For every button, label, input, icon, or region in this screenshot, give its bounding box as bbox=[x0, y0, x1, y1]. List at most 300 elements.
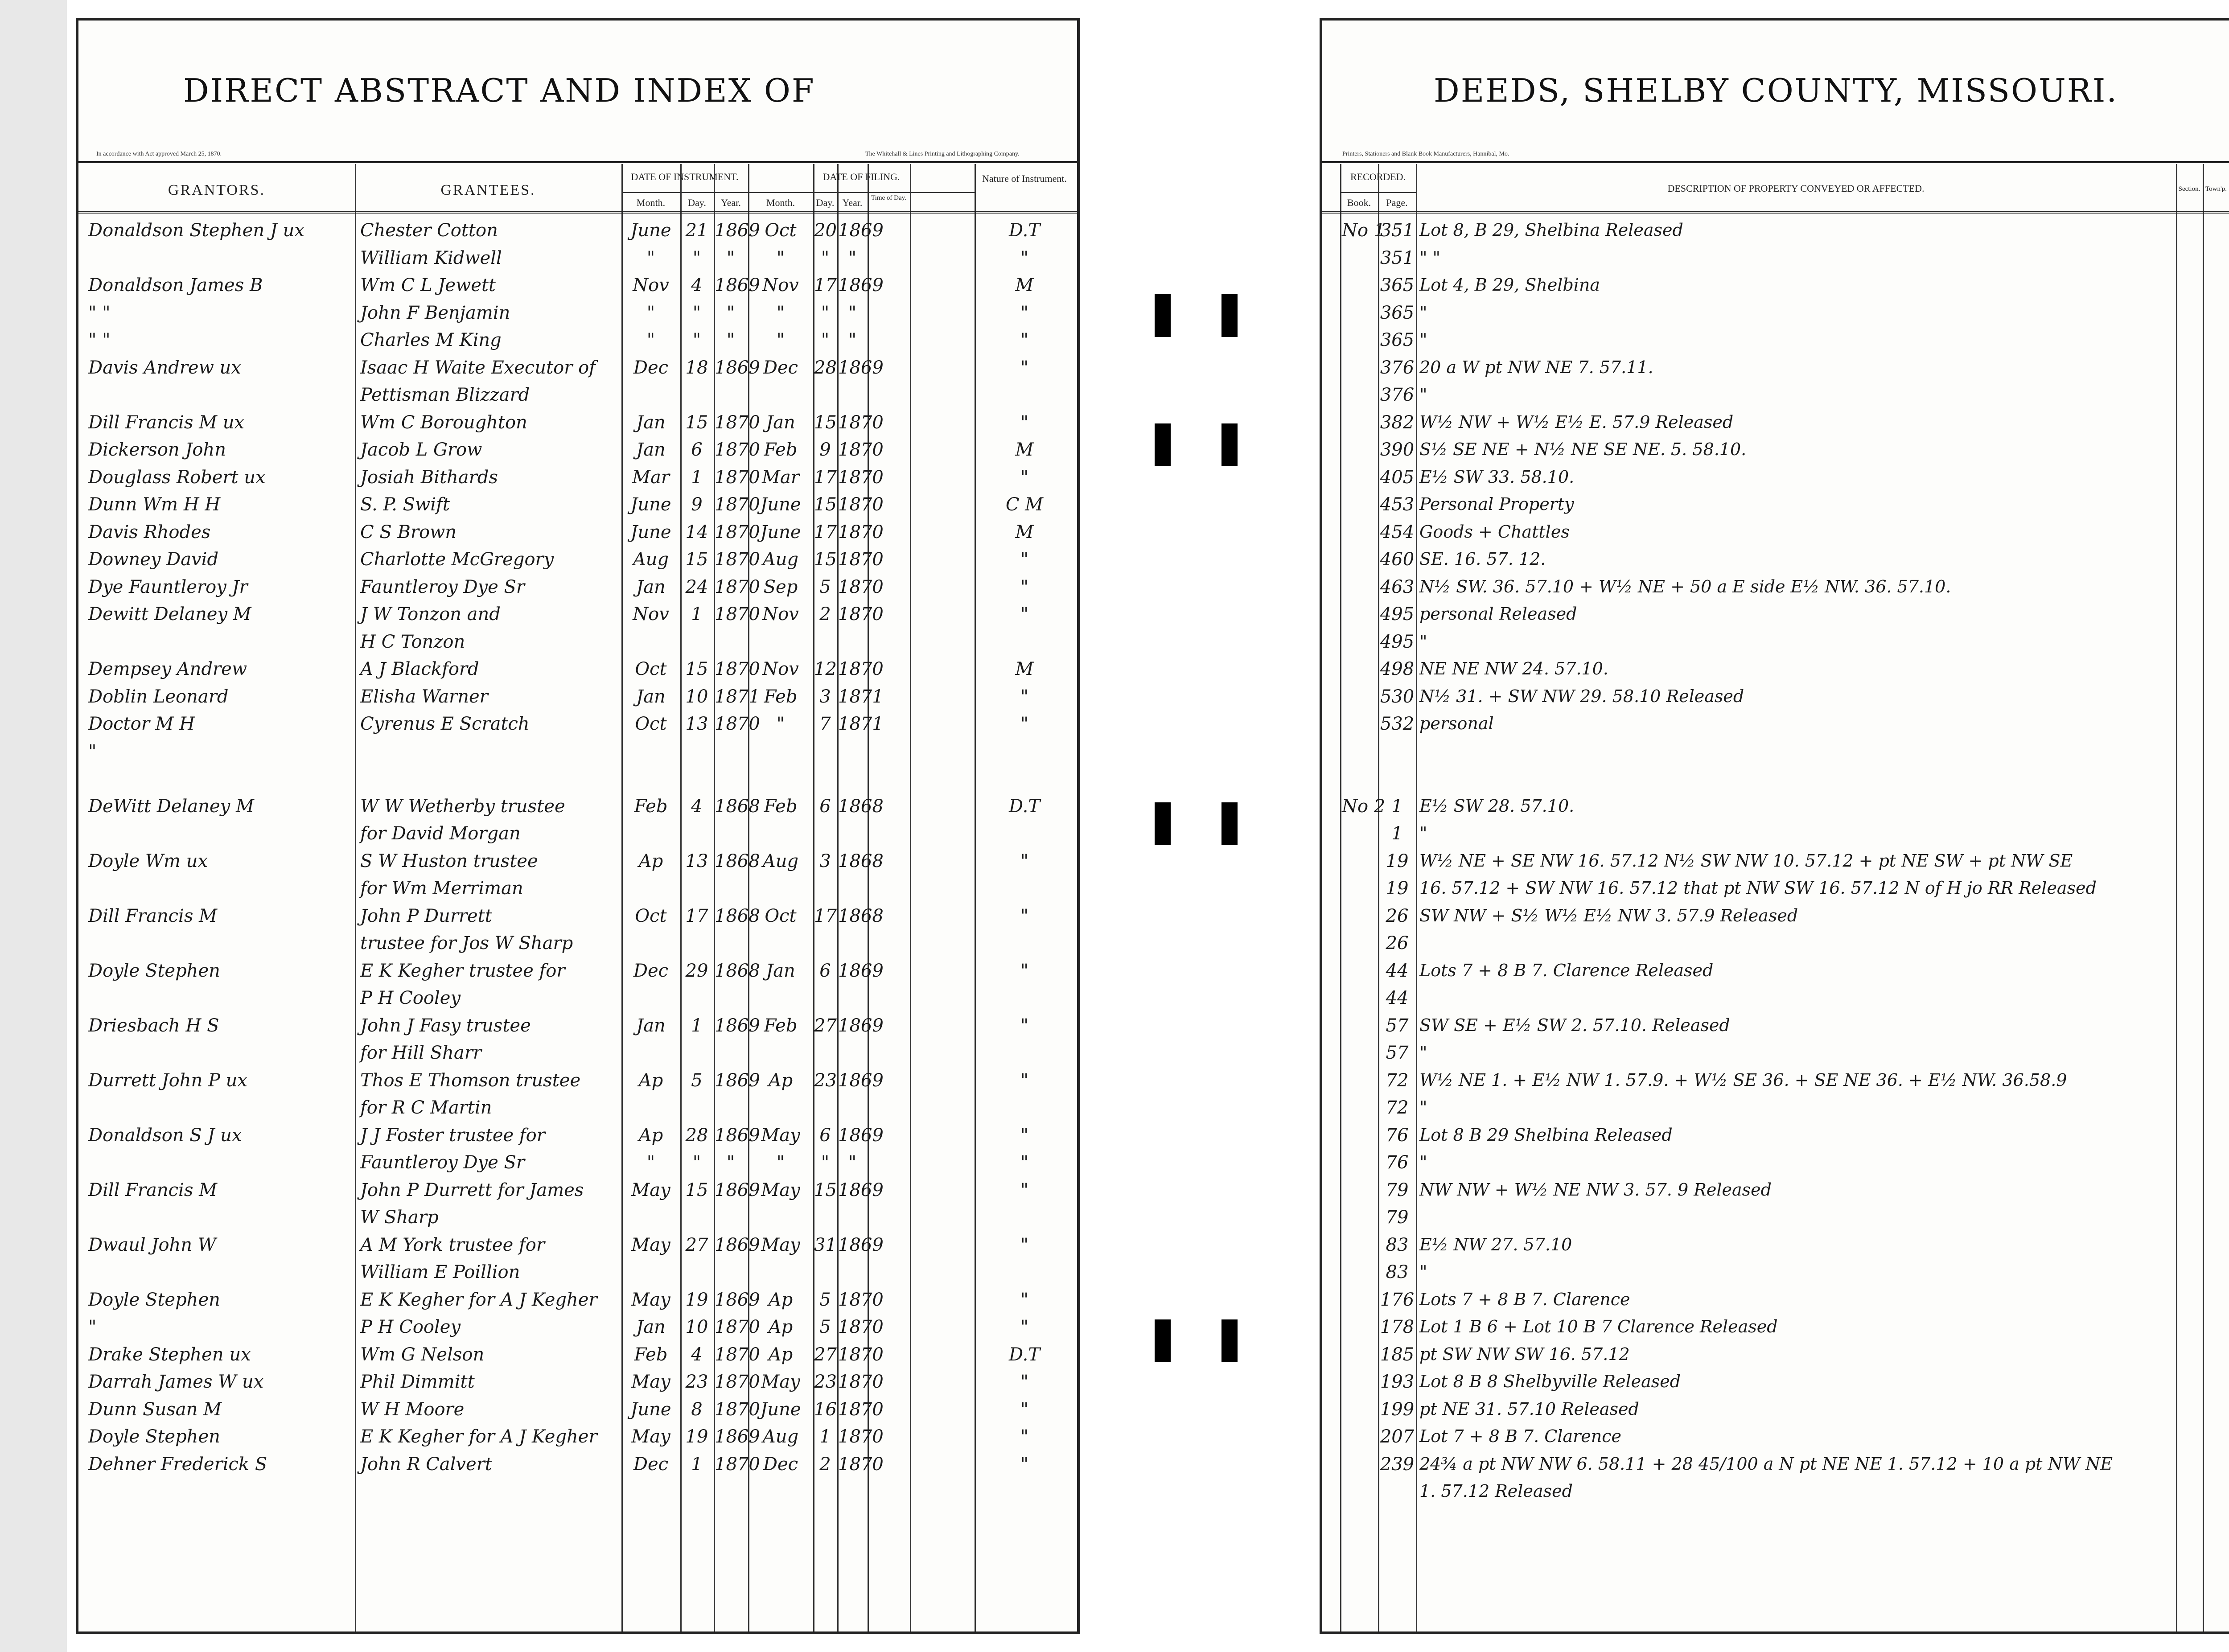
fy-cell: 1870 bbox=[838, 494, 884, 515]
page-cell: 498 bbox=[1380, 659, 1415, 679]
page-cell: 351 bbox=[1380, 220, 1415, 241]
desc-cell: " bbox=[1419, 1043, 1427, 1062]
grantor-cell: " " bbox=[88, 330, 111, 350]
ledger-row bbox=[1322, 765, 2229, 793]
page-cell: 19 bbox=[1386, 878, 1409, 899]
grantee-cell: Fauntleroy Dye Sr bbox=[360, 1152, 525, 1173]
fd-cell: 17 bbox=[814, 905, 837, 926]
grantee-cell: Thos E Thomson trustee bbox=[360, 1070, 581, 1091]
fm-cell: Ap bbox=[768, 1289, 793, 1310]
fm-cell: Feb bbox=[764, 796, 798, 817]
page-cell: 79 bbox=[1386, 1207, 1409, 1228]
fy-cell: " bbox=[848, 1152, 857, 1173]
desc-cell: Lots 7 + 8 B 7. Clarence bbox=[1419, 1289, 1630, 1309]
nature-cell: D.T bbox=[1008, 796, 1040, 817]
iy-cell: " bbox=[726, 330, 735, 350]
ledger-row bbox=[78, 1258, 1077, 1286]
grantee-cell: John P Durrett for James bbox=[360, 1179, 584, 1200]
grantee-cell: William E Poillion bbox=[360, 1262, 520, 1282]
fd-cell: 15 bbox=[814, 412, 837, 433]
ledger-row bbox=[1322, 875, 2229, 902]
page-cell: 460 bbox=[1380, 549, 1415, 570]
id-cell: " bbox=[692, 330, 701, 350]
grantor-cell: Dill Francis M bbox=[88, 905, 218, 926]
fm-cell: " bbox=[776, 1152, 785, 1173]
id-cell: " bbox=[692, 247, 701, 268]
desc-cell: E½ NW 27. 57.10 bbox=[1419, 1234, 1572, 1254]
fy-cell: 1869 bbox=[838, 1179, 884, 1200]
filing-year-header: Year. bbox=[842, 197, 863, 208]
iy-cell: " bbox=[726, 247, 735, 268]
desc-cell: " bbox=[1419, 1262, 1427, 1282]
page-cell: 44 bbox=[1386, 960, 1409, 981]
ledger-row bbox=[78, 381, 1077, 409]
fm-cell: Feb bbox=[764, 1015, 798, 1036]
desc-cell: " bbox=[1419, 330, 1427, 349]
iy-cell: 1870 bbox=[715, 1317, 760, 1337]
fd-cell: 27 bbox=[814, 1344, 837, 1365]
iy-cell: 1870 bbox=[715, 549, 760, 570]
nature-cell: " bbox=[1020, 412, 1029, 433]
fd-cell: 5 bbox=[819, 1289, 831, 1310]
page-cell: 57 bbox=[1386, 1043, 1409, 1063]
filing-month-header: Month. bbox=[766, 197, 795, 208]
ledger-row bbox=[78, 1286, 1077, 1314]
nature-cell: " bbox=[1020, 330, 1029, 350]
grantee-cell: W Sharp bbox=[360, 1207, 439, 1228]
grantee-cell: for R C Martin bbox=[360, 1097, 492, 1118]
page-cell: 351 bbox=[1380, 247, 1415, 268]
iy-cell: " bbox=[726, 1152, 735, 1173]
iy-cell: 1870 bbox=[715, 604, 760, 625]
nature-cell: " bbox=[1020, 905, 1029, 926]
im-cell: Jan bbox=[636, 1317, 666, 1337]
nature-cell: " bbox=[1020, 302, 1029, 323]
iy-cell: 1868 bbox=[715, 960, 760, 981]
ledger-row bbox=[1322, 1176, 2229, 1204]
fy-cell: " bbox=[848, 302, 857, 323]
fy-cell: 1869 bbox=[838, 1015, 884, 1036]
fd-cell: 6 bbox=[819, 796, 831, 817]
desc-cell: personal Released bbox=[1419, 604, 1577, 624]
grantor-cell: Dunn Susan M bbox=[88, 1399, 222, 1420]
grantor-cell: Davis Rhodes bbox=[88, 522, 211, 542]
nature-cell: " bbox=[1020, 1015, 1029, 1036]
nature-cell: " bbox=[1020, 1289, 1029, 1310]
fm-cell: Jan bbox=[766, 412, 795, 433]
ledger-row bbox=[1322, 546, 2229, 573]
ledger-row bbox=[78, 683, 1077, 711]
page-cell: 193 bbox=[1380, 1372, 1415, 1392]
desc-cell: W½ NE + SE NW 16. 57.12 N½ SW NW 10. 57.12 + pt NE SW + pt NW SE bbox=[1419, 851, 2073, 871]
fy-cell: 1870 bbox=[838, 1426, 884, 1447]
id-cell: 19 bbox=[685, 1289, 708, 1310]
fm-cell: Sep bbox=[763, 576, 798, 597]
ledger-row bbox=[78, 518, 1077, 546]
grantor-cell: Donaldson James B bbox=[88, 275, 263, 296]
fm-cell: Oct bbox=[765, 220, 797, 241]
grantor-cell: Doyle Stephen bbox=[88, 960, 220, 981]
im-cell: Oct bbox=[635, 714, 667, 734]
fd-cell: 20 bbox=[814, 220, 837, 241]
grantor-cell: Dickerson John bbox=[88, 440, 226, 460]
fm-cell: " bbox=[776, 714, 785, 734]
ledger-row bbox=[1322, 1094, 2229, 1122]
im-cell: Jan bbox=[636, 440, 666, 460]
header-bottom-rule bbox=[1322, 211, 2229, 214]
iy-cell: 1869 bbox=[715, 357, 760, 378]
desc-cell: S½ SE NE + N½ NE SE NE. 5. 58.10. bbox=[1419, 440, 1747, 459]
grantor-cell: Drake Stephen ux bbox=[88, 1344, 251, 1365]
fm-cell: June bbox=[760, 494, 801, 515]
fd-cell: " bbox=[821, 247, 830, 268]
fd-cell: 6 bbox=[819, 1125, 831, 1146]
fy-cell: 1869 bbox=[838, 1070, 884, 1091]
page-cell: 382 bbox=[1380, 412, 1415, 433]
ledger-row bbox=[1322, 929, 2229, 957]
iy-cell: 1869 bbox=[715, 275, 760, 296]
ledger-row bbox=[1322, 354, 2229, 382]
fd-cell: 5 bbox=[819, 576, 831, 597]
grantor-cell: Darrah James W ux bbox=[88, 1372, 264, 1392]
filing-day-header: Day. bbox=[816, 197, 835, 208]
ledger-row bbox=[1322, 738, 2229, 765]
grantee-cell: A J Blackford bbox=[360, 659, 479, 679]
binding-hole bbox=[1221, 294, 1238, 337]
im-cell: " bbox=[646, 247, 655, 268]
grantor-cell: Doyle Stephen bbox=[88, 1289, 220, 1310]
ledger-row bbox=[1322, 1039, 2229, 1067]
right-page-title: DEEDS, SHELBY COUNTY, MISSOURI. bbox=[1434, 72, 2118, 109]
fm-cell: Ap bbox=[768, 1317, 793, 1337]
id-cell: 23 bbox=[685, 1372, 708, 1392]
desc-cell: " bbox=[1419, 385, 1427, 404]
desc-cell: E½ SW 28. 57.10. bbox=[1419, 796, 1575, 816]
fy-cell: 1870 bbox=[838, 1454, 884, 1475]
nature-cell: " bbox=[1020, 1317, 1029, 1337]
desc-cell: Lot 4, B 29, Shelbina bbox=[1419, 275, 1600, 295]
ledger-row bbox=[1322, 436, 2229, 464]
ledger-row bbox=[1322, 710, 2229, 738]
fd-cell: 9 bbox=[819, 440, 831, 460]
binding-hole bbox=[1155, 423, 1171, 466]
grantee-cell: W H Moore bbox=[360, 1399, 465, 1420]
grantee-cell: Charles M King bbox=[360, 330, 502, 350]
ledger-row bbox=[78, 875, 1077, 902]
ledger-row bbox=[78, 271, 1077, 299]
im-cell: Ap bbox=[638, 1125, 663, 1146]
ledger-row bbox=[78, 546, 1077, 573]
nature-cell: C M bbox=[1005, 494, 1044, 515]
fd-cell: 17 bbox=[814, 275, 837, 296]
desc-cell: " bbox=[1419, 823, 1427, 843]
ledger-row bbox=[78, 655, 1077, 683]
ledger-row bbox=[78, 1231, 1077, 1259]
page-cell: 207 bbox=[1380, 1426, 1415, 1447]
im-cell: Dec bbox=[633, 357, 669, 378]
fy-cell: 1870 bbox=[838, 412, 884, 433]
nature-cell: " bbox=[1020, 549, 1029, 570]
grantee-cell: John J Fasy trustee bbox=[360, 1015, 531, 1036]
grantors-header: GRANTORS. bbox=[168, 182, 266, 198]
ledger-row bbox=[78, 847, 1077, 875]
fd-cell: 15 bbox=[814, 1179, 837, 1200]
im-cell: Dec bbox=[633, 960, 669, 981]
grantor-cell: Douglass Robert ux bbox=[88, 467, 266, 488]
im-cell: Dec bbox=[633, 1454, 669, 1475]
ledger-row bbox=[1322, 1341, 2229, 1368]
ledger-row bbox=[78, 902, 1077, 930]
grantee-cell: E K Kegher for A J Kegher bbox=[360, 1289, 597, 1310]
left-scan-margin bbox=[0, 0, 67, 1652]
left-ledger-page bbox=[76, 18, 1080, 1634]
grantee-cell: Charlotte McGregory bbox=[360, 549, 554, 570]
desc-cell: Lot 8 B 8 Shelbyville Released bbox=[1419, 1372, 1681, 1391]
nature-cell: " bbox=[1020, 686, 1029, 707]
iy-cell: 1870 bbox=[715, 412, 760, 433]
right-ledger-page bbox=[1320, 18, 2229, 1634]
ledger-row bbox=[1322, 518, 2229, 546]
im-cell: June bbox=[630, 494, 671, 515]
ledger-row bbox=[78, 738, 1077, 765]
fd-cell: 15 bbox=[814, 494, 837, 515]
nature-cell: " bbox=[1020, 714, 1029, 734]
fd-cell: 27 bbox=[814, 1015, 837, 1036]
ledger-row bbox=[78, 1451, 1077, 1478]
iy-cell: 1870 bbox=[715, 1344, 760, 1365]
ledger-row bbox=[78, 1478, 1077, 1505]
ledger-row bbox=[1322, 1478, 2229, 1505]
fd-cell: 15 bbox=[814, 549, 837, 570]
fm-cell: Aug bbox=[762, 549, 799, 570]
ledger-row bbox=[78, 1039, 1077, 1067]
inst-year-header: Year. bbox=[721, 197, 741, 208]
grantee-cell: Chester Cotton bbox=[360, 220, 498, 241]
id-cell: 18 bbox=[685, 357, 708, 378]
binding-hole bbox=[1221, 423, 1238, 466]
desc-cell: pt NE 31. 57.10 Released bbox=[1419, 1399, 1639, 1419]
printer-note: The Whitehall & Lines Printing and Lithographing Company. bbox=[865, 151, 1020, 157]
fm-cell: Feb bbox=[764, 686, 798, 707]
iy-cell: 1870 bbox=[715, 522, 760, 542]
ledger-row bbox=[78, 1341, 1077, 1368]
grantor-cell: Dill Francis M ux bbox=[88, 412, 245, 433]
ledger-row bbox=[78, 464, 1077, 491]
grantee-cell: Pettisman Blizzard bbox=[360, 385, 530, 405]
nature-cell: D.T bbox=[1008, 220, 1040, 241]
ledger-row bbox=[78, 1149, 1077, 1176]
fd-cell: 6 bbox=[819, 960, 831, 981]
id-cell: 27 bbox=[685, 1234, 708, 1255]
page-cell: 463 bbox=[1380, 576, 1415, 597]
page-cell: 79 bbox=[1386, 1179, 1409, 1200]
page-cell: 1 bbox=[1391, 823, 1403, 844]
id-cell: " bbox=[692, 302, 701, 323]
desc-cell: Lots 7 + 8 B 7. Clarence Released bbox=[1419, 960, 1714, 980]
grantee-cell: Wm C Boroughton bbox=[360, 412, 527, 433]
page-cell: 176 bbox=[1380, 1289, 1415, 1310]
grantee-cell: S. P. Swift bbox=[360, 494, 450, 515]
ledger-row bbox=[78, 957, 1077, 985]
fm-cell: June bbox=[760, 1399, 801, 1420]
grantor-cell: " bbox=[88, 741, 97, 762]
im-cell: Nov bbox=[633, 604, 669, 625]
fy-cell: 1870 bbox=[838, 1344, 884, 1365]
grantor-cell: Dewitt Delaney M bbox=[88, 604, 251, 625]
fd-cell: 2 bbox=[819, 1454, 831, 1475]
ledger-row bbox=[1322, 1122, 2229, 1149]
im-cell: Nov bbox=[633, 275, 669, 296]
iy-cell: 1868 bbox=[715, 905, 760, 926]
grantor-cell: Donaldson Stephen J ux bbox=[88, 220, 304, 241]
ledger-row bbox=[78, 573, 1077, 601]
ledger-row bbox=[78, 354, 1077, 382]
id-cell: " bbox=[692, 1152, 701, 1173]
fd-cell: 3 bbox=[819, 851, 831, 871]
fm-cell: Mar bbox=[762, 467, 799, 488]
desc-cell: NE NE NW 24. 57.10. bbox=[1419, 659, 1608, 678]
fm-cell: " bbox=[776, 247, 785, 268]
ledger-row bbox=[1322, 1451, 2229, 1478]
description-header: DESCRIPTION OF PROPERTY CONVEYED OR AFFECTED. bbox=[1667, 183, 1925, 194]
grantee-cell: John R Calvert bbox=[360, 1454, 492, 1475]
id-cell: 15 bbox=[685, 412, 708, 433]
ledger-row bbox=[1322, 1204, 2229, 1231]
im-cell: May bbox=[631, 1426, 670, 1447]
desc-cell: " bbox=[1419, 1097, 1427, 1117]
fy-cell: 1870 bbox=[838, 1372, 884, 1392]
id-cell: 21 bbox=[685, 220, 708, 241]
fy-cell: 1868 bbox=[838, 796, 884, 817]
fy-cell: 1868 bbox=[838, 851, 884, 871]
ledger-row bbox=[1322, 820, 2229, 847]
grantor-cell: Dye Fauntleroy Jr bbox=[88, 576, 248, 597]
fd-cell: 2 bbox=[819, 604, 831, 625]
grantor-cell: " " bbox=[88, 302, 111, 323]
grantor-cell: Dwaul John W bbox=[88, 1234, 216, 1255]
left-page-title: DIRECT ABSTRACT AND INDEX OF bbox=[183, 72, 815, 109]
id-cell: 1 bbox=[691, 1015, 703, 1036]
page-cell: 376 bbox=[1380, 357, 1415, 378]
nature-cell: " bbox=[1020, 851, 1029, 871]
ledger-row bbox=[1322, 793, 2229, 820]
grantees-header: GRANTEES. bbox=[440, 182, 536, 198]
fy-cell: 1870 bbox=[838, 522, 884, 542]
iy-cell: 1868 bbox=[715, 851, 760, 871]
grantee-cell: Jacob L Grow bbox=[360, 440, 482, 460]
page-cell: 83 bbox=[1386, 1234, 1409, 1255]
iy-cell: 1870 bbox=[715, 1454, 760, 1475]
iy-cell: 1869 bbox=[715, 1234, 760, 1255]
nature-cell: " bbox=[1020, 357, 1029, 378]
id-cell: 14 bbox=[685, 522, 708, 542]
desc-cell: SW NW + S½ W½ E½ NW 3. 57.9 Released bbox=[1419, 905, 1798, 925]
grantee-cell: Phil Dimmitt bbox=[360, 1372, 475, 1392]
id-cell: 10 bbox=[685, 686, 708, 707]
ledger-row bbox=[1322, 326, 2229, 354]
nature-cell: D.T bbox=[1008, 1344, 1040, 1365]
inst-month-header: Month. bbox=[636, 197, 666, 208]
id-cell: 19 bbox=[685, 1426, 708, 1447]
desc-cell: Lot 8 B 29 Shelbina Released bbox=[1419, 1125, 1673, 1145]
page-cell: 376 bbox=[1380, 385, 1415, 405]
fy-cell: " bbox=[848, 330, 857, 350]
id-cell: 1 bbox=[691, 467, 703, 488]
date-of-filing-header: DATE OF FILING. bbox=[823, 171, 900, 182]
page-cell: 19 bbox=[1386, 851, 1409, 871]
binding-gutter bbox=[1088, 0, 1311, 1652]
ledger-row bbox=[1322, 1149, 2229, 1176]
desc-cell: SW SE + E½ SW 2. 57.10. Released bbox=[1419, 1015, 1730, 1035]
grantee-cell: Wm G Nelson bbox=[360, 1344, 485, 1365]
ledger-row bbox=[1322, 1231, 2229, 1259]
im-cell: June bbox=[630, 220, 671, 241]
fm-cell: Nov bbox=[762, 604, 799, 625]
fm-cell: Jan bbox=[766, 960, 795, 981]
desc-cell: 1. 57.12 Released bbox=[1419, 1481, 1573, 1501]
grantor-cell: Doyle Wm ux bbox=[88, 851, 208, 871]
nature-cell: " bbox=[1020, 1372, 1029, 1392]
ledger-row bbox=[1322, 271, 2229, 299]
page-cell: 57 bbox=[1386, 1015, 1409, 1036]
id-cell: 17 bbox=[685, 905, 708, 926]
desc-cell: 16. 57.12 + SW NW 16. 57.12 that pt NW SW 16. 57.12 N of H jo RR Released bbox=[1419, 878, 2097, 898]
section-header: Section. bbox=[2178, 185, 2200, 193]
iy-cell: 1870 bbox=[715, 576, 760, 597]
iy-cell: 1868 bbox=[715, 796, 760, 817]
nature-cell: M bbox=[1015, 659, 1034, 679]
id-cell: 13 bbox=[685, 851, 708, 871]
grantor-cell: Doyle Stephen bbox=[88, 1426, 220, 1447]
ledger-row bbox=[1322, 491, 2229, 518]
fd-cell: 16 bbox=[814, 1399, 837, 1420]
desc-cell: " bbox=[1419, 1152, 1427, 1172]
desc-cell: W½ NW + W½ E½ E. 57.9 Released bbox=[1419, 412, 1734, 432]
id-cell: 4 bbox=[691, 796, 703, 817]
im-cell: May bbox=[631, 1372, 670, 1392]
page-cell: 178 bbox=[1380, 1317, 1415, 1337]
grantee-cell: Wm C L Jewett bbox=[360, 275, 496, 296]
desc-cell: 20 a W pt NW NE 7. 57.11. bbox=[1419, 357, 1653, 377]
fd-cell: 7 bbox=[819, 714, 831, 734]
fm-cell: June bbox=[760, 522, 801, 542]
fm-cell: Feb bbox=[764, 440, 798, 460]
grantee-cell: for David Morgan bbox=[360, 823, 521, 844]
nature-header: Nature of Instrument. bbox=[982, 173, 1067, 184]
nature-cell: " bbox=[1020, 467, 1029, 488]
id-cell: 15 bbox=[685, 659, 708, 679]
id-cell: 4 bbox=[691, 1344, 703, 1365]
fy-cell: 1869 bbox=[838, 1125, 884, 1146]
desc-cell: personal bbox=[1419, 714, 1494, 733]
fd-cell: " bbox=[821, 330, 830, 350]
desc-cell: NW NW + W½ NE NW 3. 57. 9 Released bbox=[1419, 1179, 1772, 1200]
ledger-row bbox=[78, 1122, 1077, 1149]
fm-cell: May bbox=[761, 1234, 800, 1255]
desc-cell: Lot 8, B 29, Shelbina Released bbox=[1419, 220, 1683, 240]
fy-cell: 1869 bbox=[838, 1234, 884, 1255]
header-subrule bbox=[621, 192, 975, 193]
desc-cell: N½ SW. 36. 57.10 + W½ NE + 50 a E side E½ NW. 36. 57.10. bbox=[1419, 576, 1951, 596]
book-cell: No 1 bbox=[1342, 220, 1386, 241]
fd-cell: " bbox=[821, 1152, 830, 1173]
grantee-cell: J W Tonzon and bbox=[360, 604, 501, 625]
desc-cell: 24¾ a pt NW NW 6. 58.11 + 28 45/100 a N pt NE NE 1. 57.12 + 10 a pt NW NE bbox=[1419, 1454, 2113, 1474]
right-printer-note: Printers, Stationers and Blank Book Manufacturers, Hannibal, Mo. bbox=[1342, 151, 1509, 157]
iy-cell: " bbox=[726, 302, 735, 323]
ledger-row bbox=[1322, 1396, 2229, 1423]
iy-cell: 1870 bbox=[715, 659, 760, 679]
